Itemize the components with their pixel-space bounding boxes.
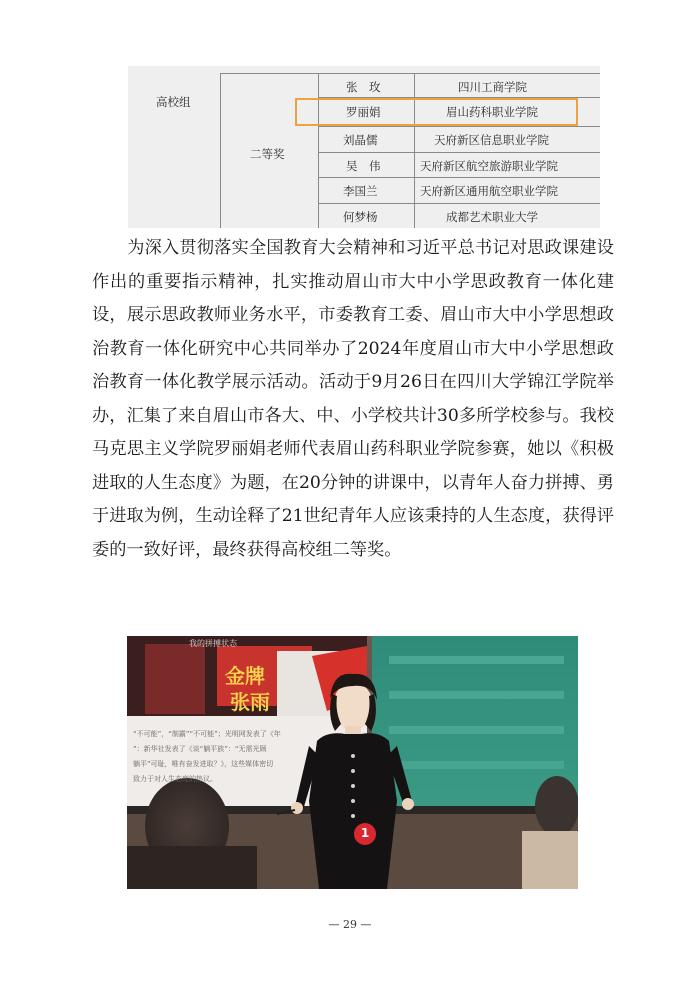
table-row-name: 李国兰 bbox=[343, 184, 378, 198]
screen-text-line: 致力于对人生态度的热议。 bbox=[133, 775, 217, 783]
table-row-name: 吴 伟 bbox=[346, 159, 381, 173]
table-row-name: 何梦杨 bbox=[343, 210, 378, 224]
table-row-school: 四川工商学院 bbox=[458, 80, 527, 94]
article-paragraph bbox=[92, 232, 614, 567]
award-table-image bbox=[128, 66, 600, 228]
table-row-name: 罗丽娟 bbox=[346, 105, 381, 119]
page-number: — 29 — bbox=[328, 918, 372, 931]
table-row-school: 天府新区航空旅游职业学院 bbox=[420, 159, 558, 173]
screen-title-2: 张雨 bbox=[230, 690, 270, 714]
number-badge: 1 bbox=[360, 826, 370, 840]
table-row-school: 天府新区信息职业学院 bbox=[434, 133, 549, 147]
highlight-box bbox=[295, 98, 578, 126]
group-label: 高校组 bbox=[156, 95, 191, 109]
table-row-school: 天府新区通用航空职业学院 bbox=[420, 184, 558, 198]
prize-label: 二等奖 bbox=[250, 147, 285, 161]
screen-text-line: ”：新华社发表了《谈“躺平族”：“无需光顾 bbox=[133, 745, 267, 753]
event-photo bbox=[127, 636, 578, 889]
table-row-school: 成都艺术职业大学 bbox=[446, 210, 538, 224]
table-row-name: 张 玫 bbox=[346, 80, 381, 94]
screen-title-1: 金牌 bbox=[225, 664, 265, 688]
screen-text-line: “不可能”，“制霸”“不可能”；光明网发表了《年 bbox=[133, 730, 281, 738]
screen-top-text: 我的拼搏状态 bbox=[189, 639, 237, 648]
table-row-school: 眉山药科职业学院 bbox=[446, 105, 538, 119]
table-row-name: 刘晶儒 bbox=[343, 133, 378, 147]
screen-text-line: 躺平”可耻，唯有奋发进取？》，这些媒体密切 bbox=[133, 760, 274, 768]
article-text: 为深入贯彻落实全国教育大会精神和习近平总书记对思政课建设作出的重要指示精神，扎实推动眉山市大中小学思政教育一体化建设，展示思政教师业务水平，市委教育工委、眉山市大中小学思想政治教育一体化研究中心共同举办了2024年度眉山市大中小学思想政治教育一体化教学展示活动。活动于9月26日在四川大学锦江学院举办，汇集了来自眉山市各大、中、小学校共计30多所学校参与。我校马克思主义学院罗丽娟老师代表眉山药科职业学院参赛，她以《积极进取的人生态度》为题，在20分钟的讲课中，以青年人奋力拼搏、勇于进取为例，生动诠释了21世纪青年人应该秉持的人生态度，获得评委的一致好评，最终获得高校组二等奖。 bbox=[92, 238, 614, 560]
